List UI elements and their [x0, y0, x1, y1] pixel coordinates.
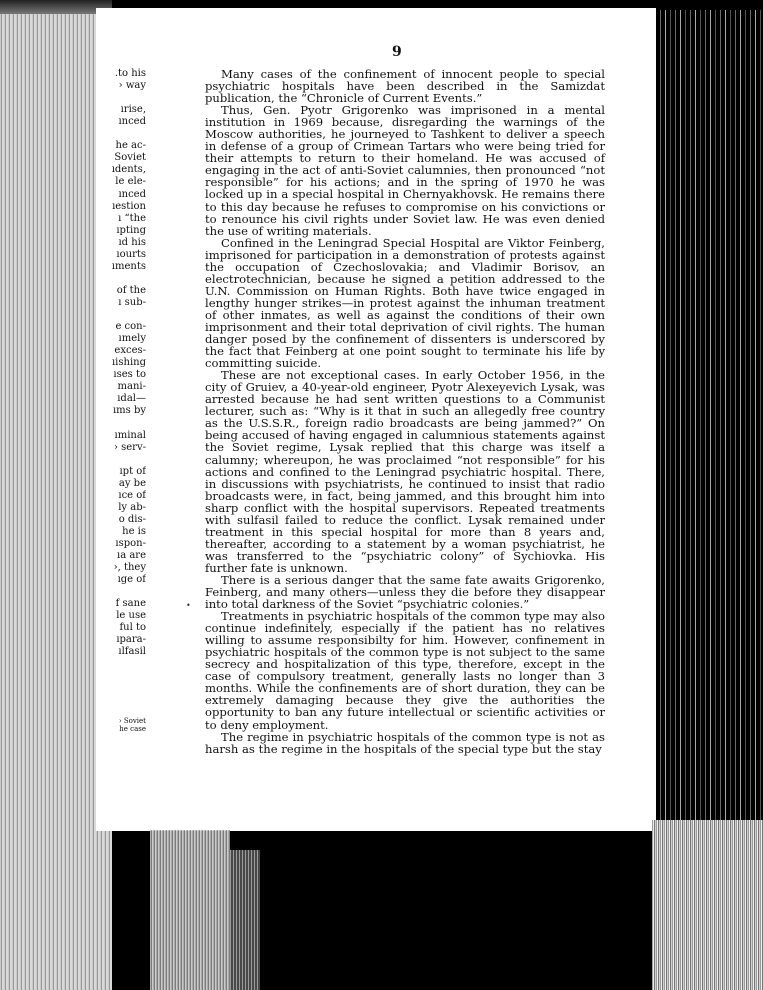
fragment-line: ırise,	[120, 104, 146, 116]
fragment-line: ıminal	[114, 429, 146, 441]
fragment-line: ›, they	[113, 562, 146, 574]
fragment-line: exces-	[114, 345, 146, 357]
paragraph: The regime in psychiatric hospitals of the common type is not as harsh as the regime in the hospitals of the special type but the stay	[205, 729, 605, 756]
fragment-line: le use	[116, 610, 146, 622]
paragraph: These are not exceptional cases. In early October 1956, in the city of Gruiev, a 40-year-old engineer, Pyotr Alexeyevich Lysak, was arrested because he had sent written questions to a Communist lecturer, such as: “Why is it that in such an allegedly free country as the U.S.S.R., foreign radio broadcasts are being jammed?” On being accused of having engaged in calumnious statements against the Soviet regime, Lysak replied that this charge was itself a calumny; whereupon, he was proclaimed “not responsible” for his actions and confined to the Leningrad psychiatric hospital. There, in discussions with psychiatrists, he continued to insist that radio broadcasts were, in fact, being jammed, and this brought him into sharp conflict with the hospital supervisors. Repeated treatments with sulfasil failed to reduce the conflict. Lysak remained under treatment in this special hospital for more than 8 years and, thereafter, according to a statement by a woman psychiatrist, he was transferred to the “psychiatric colony” of Sychiovka. His further fate is unknown.	[205, 368, 605, 575]
fragment-line: ful to	[119, 622, 146, 634]
fragment-line: ıourts	[116, 248, 146, 260]
fragment-line: ı “the	[118, 212, 146, 224]
fragment-line: ıce of	[118, 489, 146, 501]
fragment-line: he ac-	[115, 140, 146, 152]
body-text	[205, 68, 605, 755]
fragment-line: Soviet	[114, 152, 146, 164]
fragment-line: ı sub-	[118, 296, 146, 308]
scan-noise-bottom-left-2	[230, 850, 260, 990]
fragment-line: ıishing	[111, 357, 146, 369]
fragment-line: mani-	[117, 381, 146, 393]
page-number: 9	[392, 44, 402, 60]
fragment-footnote: he case	[119, 725, 146, 733]
paragraph: Confined in the Leningrad Special Hospital are Viktor Feinberg, imprisoned for participation in a demonstration of protests against the occupation of Czechoslovakia; and Vladimir Borisov, an electrotechnician, because he signed a petition addressed to the U.N. Commission on Human Rights. Both have twice engaged in lengthy hunger strikes—in protest against the inhuman treatment of other inmates, as well as against the conditions of their own imprisonment and their total deprivation of civil rights. The human danger posed by the confinement of dissenters is underscored by the fact that Feinberg at one point sought to terminate his life by committing suicide.	[205, 235, 605, 371]
fragment-line: ay be	[118, 477, 146, 489]
paragraph: There is a serious danger that the same fate awaits Grigorenko, Feinberg, and many others—unless they die before they disappear into total darkness of the Soviet “psychiatric colonies.”	[205, 572, 605, 612]
fragment-line: ıa are	[117, 550, 146, 561]
fragment-line: › serv-	[113, 441, 146, 453]
fragment-line: ıdents,	[111, 164, 146, 176]
paragraph: Thus, Gen. Pyotr Grigorenko was imprisoned in a mental institution in 1969 because, disregarding the warnings of the Moscow authorities, he journeyed to Tashkent to deliver a speech in defense of a group of Crimean Tartars who were being tried for their attempts to return to their homeland. He was accused of engaging in the act of anti-Soviet calumnies, then pronounced “not responsible” for his actions; and in the spring of 1970 he was locked up in a special hospital in Chernyakhovsk. He remains there to this day because he refuses to compromise on his convictions or to renounce his civil rights under Soviet law. He was even denied the use of writing materials.	[205, 103, 605, 238]
fragment-line: he is	[122, 525, 146, 537]
paragraph: Treatments in psychiatric hospitals of the common type may also continue indefinitely, especially if the patient has no relatives willing to assume responsibilty for him. However, confinement in psychiatric hospitals of the common type is not subject to the same secrecy and hospitalization of this type, therefore, except in the case of compulsory treatment, generally lasts no longer than 3 months. While the confinements are of short duration, they can be extremely damaging because they give the authorities the opportunity to ban any future intellectual or scientific activities or to deny employment.	[205, 609, 605, 732]
fragment-line: ıd his	[118, 236, 146, 248]
fragment-line: ıpting	[116, 224, 146, 236]
fragment-line: o dis-	[118, 513, 146, 525]
fragment-line: ıestion	[112, 200, 146, 212]
fragment-line: ıpt of	[119, 465, 146, 477]
scan-noise-bottom-right	[652, 820, 763, 990]
fragment-line: of the	[116, 284, 146, 296]
fragment-line: ıms by	[112, 405, 146, 417]
fragment-line: ıdal—	[117, 393, 146, 405]
scan-noise-bottom-left	[150, 830, 230, 990]
fragment-line: f sane	[115, 598, 146, 610]
fragment-line: ıge of	[117, 574, 146, 586]
fragment-line: ıses to	[113, 369, 146, 381]
fragment-line: .to his	[114, 68, 146, 79]
fragment-line: e con-	[115, 321, 146, 333]
fragment-line: ınced	[118, 116, 146, 128]
scan-speck: •	[186, 601, 191, 610]
fragment-line: le ele-	[115, 176, 146, 188]
fragment-footnote: › Soviet	[118, 717, 146, 725]
fragment-line: ılfasil	[118, 646, 146, 658]
fragment-line: ly ab-	[118, 501, 146, 513]
fragment-line: › way	[118, 80, 146, 92]
fragment-line: ımely	[118, 333, 146, 345]
fragment-line: ıments	[111, 260, 146, 272]
fragment-line: ıspon-	[115, 537, 146, 549]
paragraph: Many cases of the confinement of innocent people to special psychiatric hospitals have been described in the Samizdat publication, the “Chronicle of Current Events.”	[205, 67, 605, 106]
fragment-line: ıpara-	[116, 634, 146, 646]
fragment-line: ınced	[118, 188, 146, 200]
